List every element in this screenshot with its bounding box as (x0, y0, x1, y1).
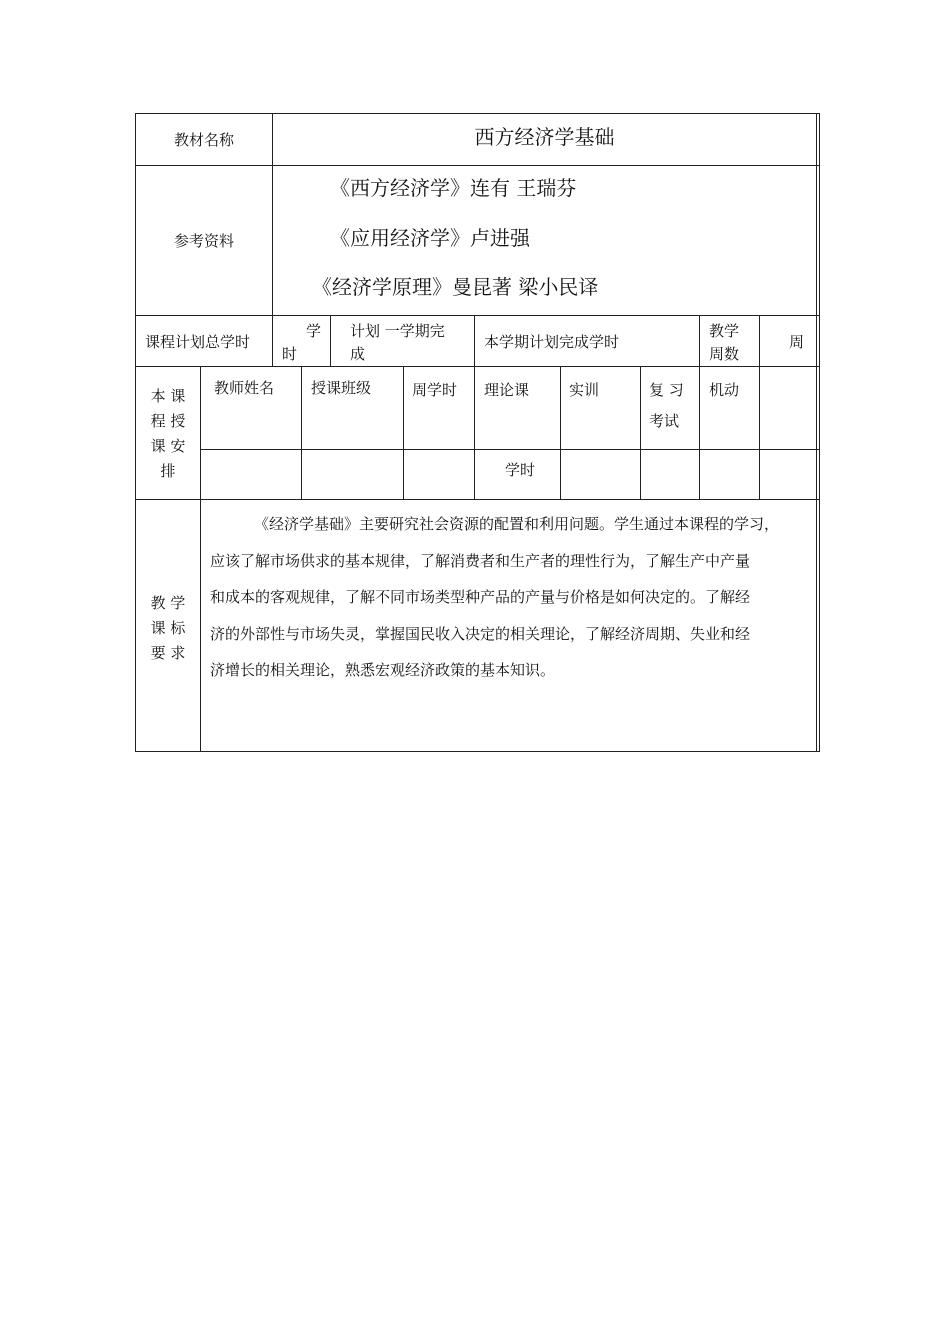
textbook-label: 教材名称 (173, 131, 234, 149)
references-label: 参考资料 (173, 232, 234, 250)
objectives-label: 教 学 (150, 594, 186, 612)
total-hours-label: 课程计划总学时 (145, 333, 251, 351)
arrangement-label: 程 授 (150, 412, 186, 430)
hours-row-label: 学时 (505, 461, 536, 479)
header-teacher: 教师姓名 (214, 379, 275, 397)
textbook-title: 西方经济学基础 (474, 125, 615, 149)
header-class: 授课班级 (311, 379, 372, 397)
objectives-line: 应该了解市场供求的基本规律，了解消费者和生产者的理性行为，了解生产中产量 (210, 551, 751, 570)
header-review: 考试 (649, 412, 680, 430)
col-divider (759, 315, 760, 499)
hours-unit: 时 (282, 345, 298, 363)
objectives-line: 《经济学基础》主要研究社会资源的配置和利用问题。学生通过本课程的学习， (254, 515, 780, 533)
header-practice: 实训 (569, 381, 600, 399)
header-theory: 理论课 (484, 381, 530, 399)
objectives-line: 济增长的相关理论，熟悉宏观经济政策的基本知识。 (210, 661, 556, 679)
objectives-label: 课 标 (150, 619, 186, 637)
objectives-line: 济的外部性与市场失灵，掌握国民收入决定的相关理论，了解经济周期、失业和经 (210, 624, 751, 643)
header-weekly-hours: 周学时 (412, 381, 458, 399)
row-divider (200, 449, 820, 450)
teaching-weeks-label: 周数 (709, 345, 740, 363)
teaching-weeks-label: 教学 (709, 322, 740, 340)
row-divider (135, 499, 820, 500)
arrangement-label: 本 课 (150, 387, 186, 405)
right-double-border (816, 113, 817, 752)
col-divider (403, 366, 404, 499)
row-divider (135, 165, 820, 166)
header-flexible: 机动 (709, 381, 740, 399)
reference-item: 《西方经济学》连有 王瑞芬 (330, 176, 577, 200)
col-divider (699, 315, 700, 499)
reference-item: 《应用经济学》卢进强 (330, 226, 530, 250)
plan-label: 成 (350, 345, 366, 363)
col-divider (330, 315, 331, 366)
weeks-unit: 周 (789, 333, 805, 351)
col-divider (640, 366, 641, 499)
objectives-label: 要 求 (150, 644, 186, 662)
col-divider (474, 315, 475, 499)
hours-unit: 学 (306, 322, 322, 340)
objectives-line: 和成本的客观规律，了解不同市场类型种产品的产量与价格是如何决定的。了解经 (210, 588, 751, 606)
col-divider (272, 113, 273, 366)
header-review: 复 习 (649, 381, 684, 399)
objectives-text (210, 506, 812, 689)
reference-item: 《经济学原理》曼昆著 梁小民译 (312, 275, 599, 299)
col-divider (560, 366, 561, 499)
arrangement-label: 课 安 (150, 437, 186, 455)
plan-label: 计划 一学期完 (350, 322, 445, 340)
col-divider (200, 366, 201, 752)
col-divider (301, 366, 302, 499)
arrangement-label: 排 (160, 462, 176, 480)
row-divider (135, 366, 820, 367)
row-divider (135, 315, 820, 316)
semester-hours-label: 本学期计划完成学时 (484, 333, 620, 351)
